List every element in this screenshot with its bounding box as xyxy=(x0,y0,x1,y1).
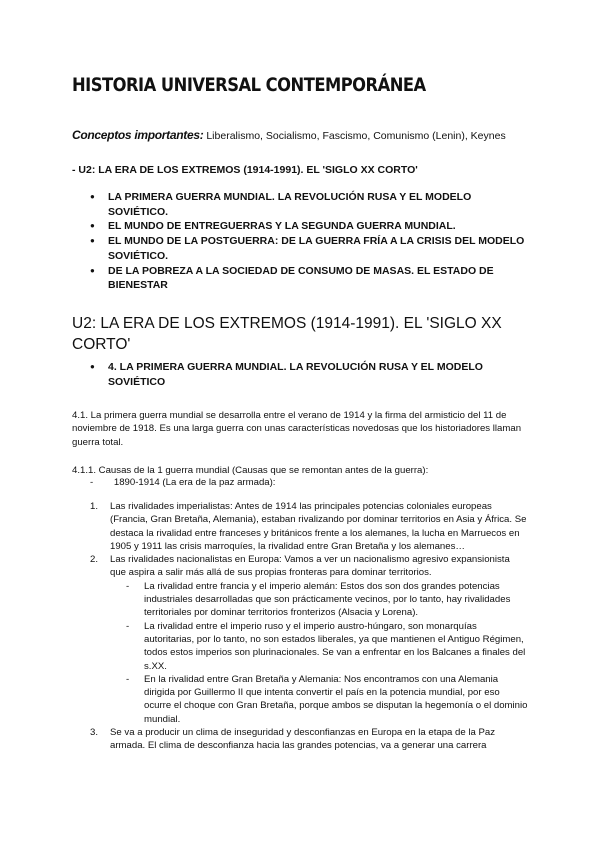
unit-heading: - U2: LA ERA DE LOS EXTREMOS (1914-1991). EL 'SIGLO XX CORTO' xyxy=(72,164,418,176)
cause-number: 3. xyxy=(90,727,99,739)
paragraph-4-1-1: 4.1.1. Causas de la 1 guerra mundial (Causas que se remontan antes de la guerra): xyxy=(72,465,429,476)
concepts-label: Conceptos importantes: xyxy=(72,128,204,142)
concepts-text: Liberalismo, Socialismo, Fascismo, Comunismo (Lenin), Keynes xyxy=(206,130,506,142)
toc-list xyxy=(72,190,532,293)
cause-item xyxy=(72,553,528,726)
cause-item xyxy=(72,500,528,553)
cause-text: Las rivalidades imperialistas: Antes de 1914 las principales potencias coloniales europeas (Francia, Gran Bretaña, Alemania), estaban rivalizando por dominar territorios en Asia y África. Se destaca la rivalidad entre franceses y británicos frente a los alemanes, la lucha en Marruecos en 1905 y 1911 las crisis marroquíes, la rivalidad entre Gran Bretaña y los alemanes… xyxy=(110,501,527,552)
subitem: - En la rivalidad entre Gran Bretaña y Alemania: Nos encontramos con una Alemania dirigida por Guillermo II que intenta convertir el país en la potencia mundial, por eso ocurre el choque con Gran Bretaña, porque ambos se disputan la hegemonía o el dominio mundial. xyxy=(110,673,528,726)
causes-list xyxy=(72,500,528,753)
cause-number: 1. xyxy=(90,501,99,512)
cause-item xyxy=(72,726,528,753)
toc-item: ● DE LA POBREZA A LA SOCIEDAD DE CONSUMO DE MASAS. EL ESTADO DE BIENESTAR xyxy=(72,264,532,293)
document-title: HISTORIA UNIVERSAL CONTEMPORÁNEA xyxy=(72,74,426,96)
subitem: - La rivalidad entre el imperio ruso y el imperio austro-húngaro, son monarquías autoritarias, por lo tanto, no son estados liberales, ya que mantienen el Antiguo Régimen, todos estos imperios son plurinacionales. Se van a enfrentar en los Balcanes a finales del s.XX. xyxy=(110,620,528,673)
toc-item: ● LA PRIMERA GUERRA MUNDIAL. LA REVOLUCIÓN RUSA Y EL MODELO SOVIÉTICO. xyxy=(72,190,532,219)
section-list xyxy=(72,360,532,389)
subitem: - La rivalidad entre francia y el imperio alemán: Estos dos son dos grandes potencias industriales desarrolladas que son prácticamente vecinos, por lo tanto, hay rivalidades territoriales por dominar territorios fronterizos (Alsacia y Lorena). xyxy=(110,580,528,620)
section-item: ● 4. LA PRIMERA GUERRA MUNDIAL. LA REVOLUCIÓN RUSA Y EL MODELO SOVIÉTICO xyxy=(72,360,532,389)
period-text: 1890-1914 (La era de la paz armada): xyxy=(113,477,276,488)
concepts-line xyxy=(72,128,506,142)
cause-text: Se va a producir un clima de inseguridad y desconfianzas en Europa en la etapa de la Paz armada. El clima de desconfianza hacia las grandes potencias, va a generar una carrera xyxy=(110,727,496,752)
paragraph-4-1: 4.1. La primera guerra mundial se desarrolla entre el verano de 1914 y la firma del armisticio del 11 de noviembre de 1918. Es una larga guerra con unas características novedosas que los historiadores llaman guerra total. xyxy=(72,410,522,448)
dash-marker: - xyxy=(90,477,94,488)
cause-text: Las rivalidades nacionalistas en Europa: Vamos a ver un nacionalismo agresivo expansionista que aspira a salir más allá de sus propias fronteras para dominar territorios. xyxy=(110,554,510,579)
toc-item: ● EL MUNDO DE LA POSTGUERRA: DE LA GUERRA FRÍA A LA CRISIS DEL MODELO SOVIÉTICO. xyxy=(72,234,532,263)
nationalist-sublist xyxy=(110,580,528,726)
toc-item: ● EL MUNDO DE ENTREGUERRAS Y LA SEGUNDA GUERRA MUNDIAL. xyxy=(72,219,532,234)
cause-number: 2. xyxy=(90,554,99,566)
section-title: U2: LA ERA DE LOS EXTREMOS (1914-1991). EL 'SIGLO XX CORTO' xyxy=(72,315,502,353)
period-line xyxy=(90,477,275,488)
